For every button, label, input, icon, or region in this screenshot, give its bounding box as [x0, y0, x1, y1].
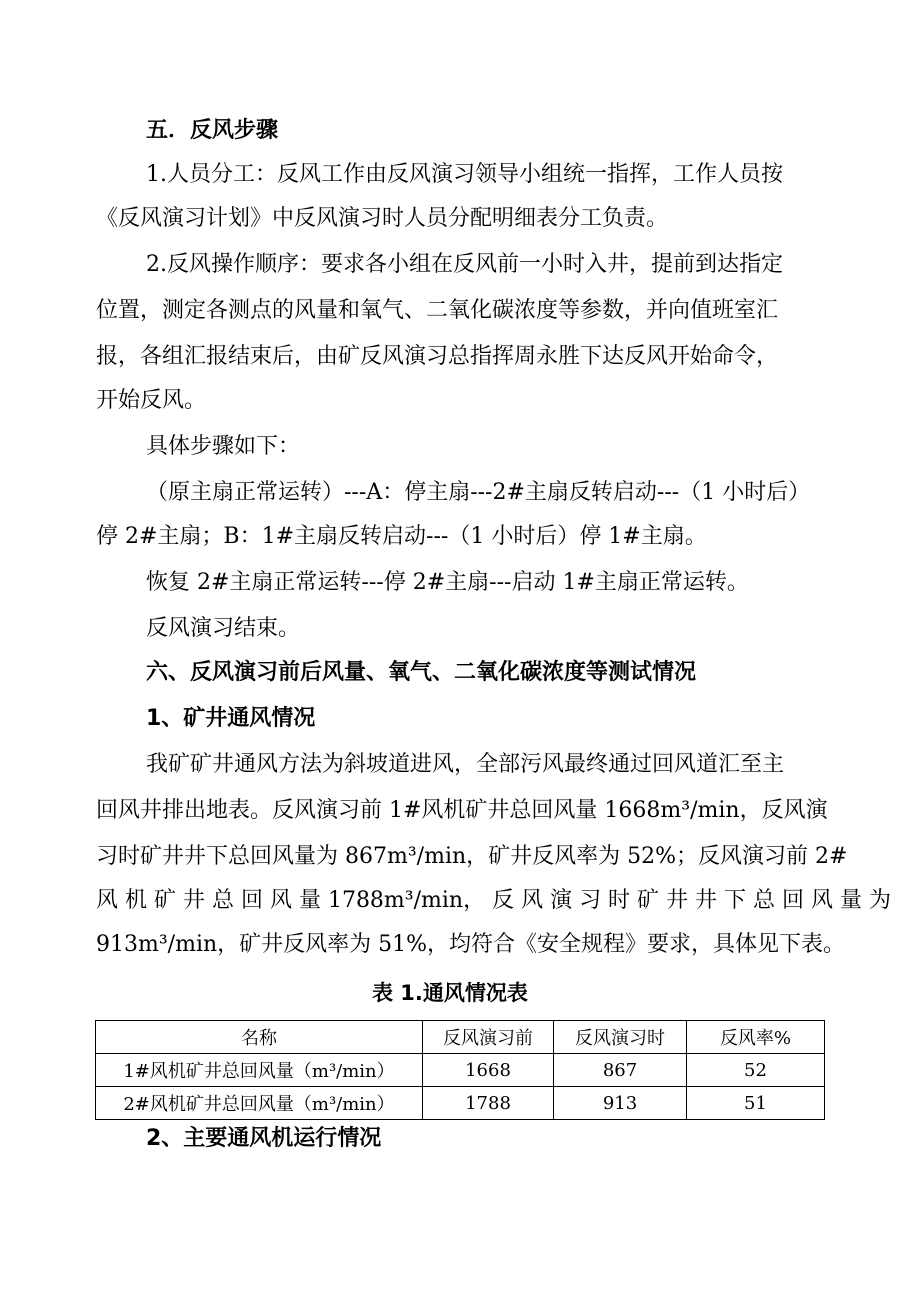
cell-ratio: 51 — [687, 1087, 825, 1120]
cell-name: 2#风机矿井总回风量（m³/min） — [96, 1087, 423, 1120]
para-staff-line-2: 《反风演习计划》中反风演习时人员分配明细表分工负责。 — [96, 206, 669, 231]
header-during: 反风演习时 — [554, 1021, 687, 1054]
para-restore: 恢复 2#主扇正常运转---停 2#主扇---启动 1#主扇正常运转。 — [146, 570, 749, 595]
cell-before: 1788 — [423, 1087, 554, 1120]
section-5-heading: 五．反风步骤 — [146, 118, 279, 143]
section-6-heading: 六、反风演习前后风量、氧气、二氧化碳浓度等测试情况 — [146, 660, 697, 685]
para-staff-line-1: 1.人员分工：反风工作由反风演习领导小组统一指挥，工作人员按 — [146, 162, 783, 187]
table-row — [96, 1054, 825, 1087]
para-vent-line-2: 回风井排出地表。反风演习前 1#风机矿井总回风量 1668m³/min，反风演 — [96, 798, 828, 823]
para-order-line-4: 开始反风。 — [96, 388, 207, 413]
para-order-line-3: 报，各组汇报结束后，由矿反风演习总指挥周永胜下达反风开始命令， — [96, 344, 779, 369]
header-name: 名称 — [96, 1021, 423, 1054]
para-vent-line-4: 风 机 矿 井 总 回 风 量 1788m³/min， 反 风 演 习 时 矿 井 井 下 总 回 风 量 为 — [96, 888, 891, 913]
ventilation-table — [95, 1020, 825, 1120]
subsection-ventilation-heading: 1、矿井通风情况 — [146, 706, 316, 731]
para-vent-line-5: 913m³/min，矿井反风率为 51%，均符合《安全规程》要求，具体见下表。 — [96, 932, 846, 957]
para-vent-line-3: 习时矿井井下总回风量为 867m³/min，矿井反风率为 52%；反风演习前 2# — [96, 844, 848, 869]
header-ratio: 反风率% — [687, 1021, 825, 1054]
para-order-line-1: 2.反风操作顺序：要求各小组在反风前一小时入井，提前到达指定 — [146, 252, 783, 277]
cell-ratio: 52 — [687, 1054, 825, 1087]
cell-during: 867 — [554, 1054, 687, 1087]
cell-before: 1668 — [423, 1054, 554, 1087]
para-steps-line-2: 停 2#主扇；B：1#主扇反转启动---（1 小时后）停 1#主扇。 — [96, 524, 707, 549]
cell-during: 913 — [554, 1087, 687, 1120]
cell-name: 1#风机矿井总回风量（m³/min） — [96, 1054, 423, 1087]
para-steps-intro: 具体步骤如下： — [146, 434, 301, 459]
table-row — [96, 1087, 825, 1120]
para-end: 反风演习结束。 — [146, 616, 301, 641]
para-order-line-2: 位置，测定各测点的风量和氧气、二氧化碳浓度等参数，并向值班室汇 — [96, 298, 779, 323]
para-steps-line-1: （原主扇正常运转）---A：停主扇---2#主扇反转启动---（1 小时后） — [146, 480, 811, 505]
para-vent-line-1: 我矿矿井通风方法为斜坡道进风，全部污风最终通过回风道汇至主 — [146, 752, 785, 777]
table-header-row — [96, 1021, 825, 1054]
table-caption: 表 1.通风情况表 — [372, 981, 528, 1005]
header-before: 反风演习前 — [423, 1021, 554, 1054]
subsection-fan-heading: 2、主要通风机运行情况 — [146, 1126, 382, 1151]
